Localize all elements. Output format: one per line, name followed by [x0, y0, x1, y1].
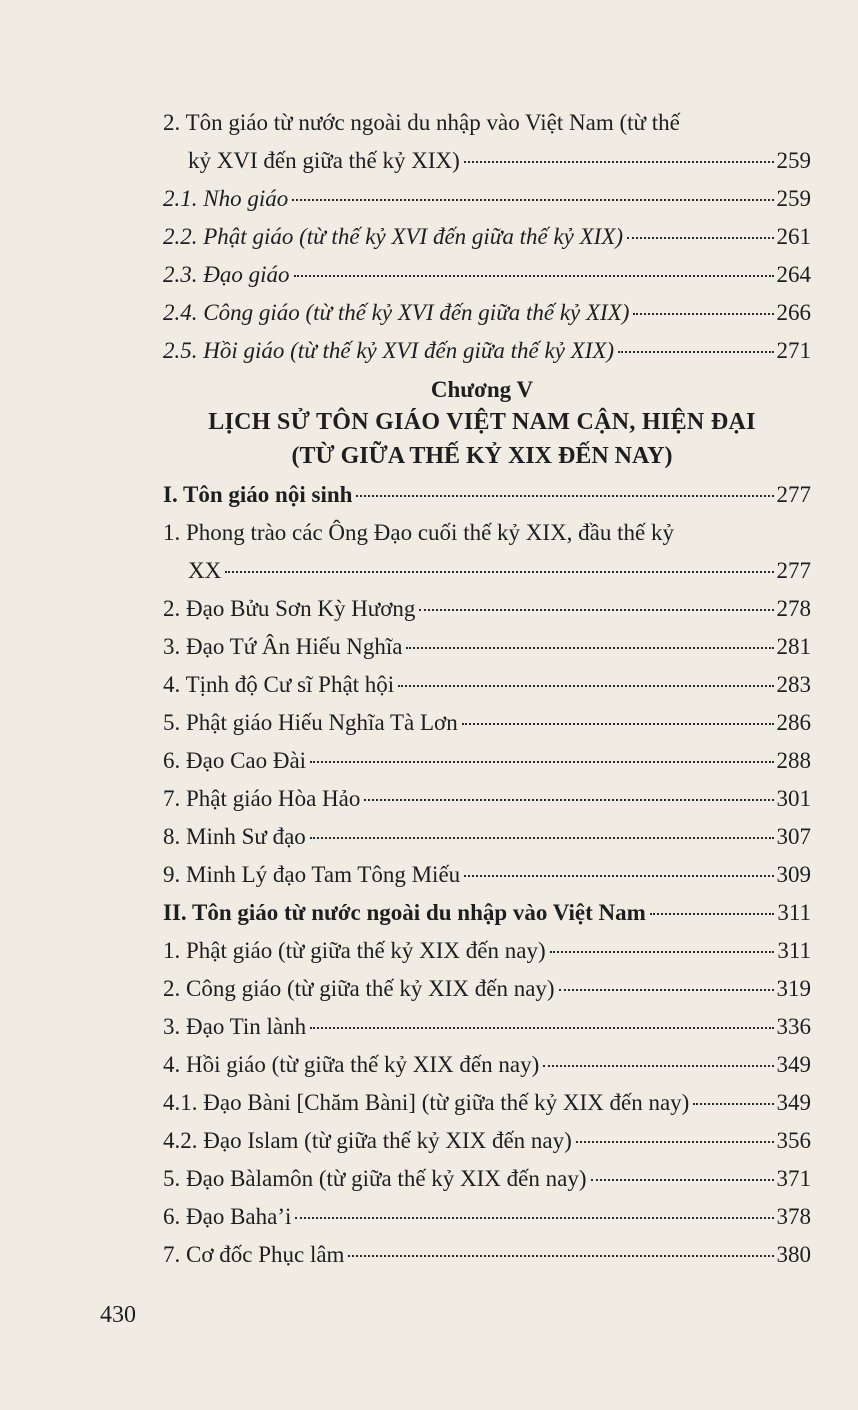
- dot-leader: [295, 1217, 773, 1219]
- toc-page-number: 278: [776, 596, 811, 621]
- toc-entry-text: Nho giáo: [203, 186, 289, 211]
- toc-page-number: 281: [776, 634, 811, 659]
- toc-page-number: 380: [776, 1242, 811, 1267]
- toc-entry-text: II. Tôn giáo từ nước ngoài du nhập vào Việt Nam: [163, 900, 646, 925]
- dot-leader: [310, 1027, 773, 1029]
- toc-entry-text: 4. Tịnh độ Cư sĩ Phật hội: [163, 672, 395, 697]
- toc-entry-text: I. Tôn giáo nội sinh: [163, 482, 353, 507]
- toc-entry-2: [163, 104, 811, 180]
- toc-page-number: 356: [776, 1128, 811, 1153]
- chapter-heading: [153, 375, 811, 473]
- toc-entry-2-item-5: [163, 1160, 811, 1198]
- toc-entry-text: 1. Phật giáo (từ giữa thế kỷ XIX đến nay): [163, 938, 546, 963]
- toc-entry-1-7: [163, 780, 811, 818]
- toc-page-number: 286: [776, 710, 811, 735]
- toc-entry-2-2: [163, 218, 811, 256]
- dot-leader: [693, 1103, 773, 1105]
- toc-entry-2-5: [163, 332, 811, 370]
- toc-page-number: 371: [776, 1166, 811, 1191]
- dot-leader: [356, 495, 773, 497]
- dot-leader: [294, 275, 774, 277]
- toc-page-number: 261: [776, 224, 811, 249]
- toc-page-number: 336: [776, 1014, 811, 1039]
- toc-entry-text: 4.1. Đạo Bàni [Chăm Bàni] (từ giữa thế kỷ XIX đến nay): [163, 1090, 690, 1115]
- chapter-number: Chương V: [430, 377, 534, 402]
- toc-page-number: 288: [776, 748, 811, 773]
- toc-page-number: 259: [776, 186, 811, 211]
- toc-part-1-heading: [163, 476, 811, 514]
- toc-part-2-heading: [163, 894, 811, 932]
- toc-entry-text-cont: kỷ XVI đến giữa thế kỷ XIX): [188, 148, 460, 173]
- toc-page-number: 266: [776, 300, 811, 325]
- toc-page-number: 277: [776, 482, 811, 507]
- toc-page-number: 349: [776, 1052, 811, 1077]
- toc-page-number: 301: [776, 786, 811, 811]
- toc-entry-2-item-4-1: [163, 1084, 811, 1122]
- toc-page-number: 319: [776, 976, 811, 1001]
- toc-entry-text: Công giáo (từ thế kỷ XVI đến giữa thế kỷ XIX): [203, 300, 630, 325]
- toc-entry-text: 3. Đạo Tin lành: [163, 1014, 307, 1039]
- toc-entry-2-item-4-2: [163, 1122, 811, 1160]
- dot-leader: [650, 913, 775, 915]
- toc-entry-text: 9. Minh Lý đạo Tam Tông Miếu: [163, 862, 461, 887]
- toc-page-number: 309: [776, 862, 811, 887]
- toc-page-number: 283: [776, 672, 811, 697]
- toc-entry-2-item-1: [163, 932, 811, 970]
- dot-leader: [348, 1255, 773, 1257]
- toc-entry-text: 7. Phật giáo Hòa Hảo: [163, 786, 361, 811]
- toc-entry-text: 4.2. Đạo Islam (từ giữa thế kỷ XIX đến nay): [163, 1128, 572, 1153]
- toc-page-number: 277: [776, 558, 811, 583]
- dot-leader: [310, 761, 773, 763]
- toc-entry-2-item-3: [163, 1008, 811, 1046]
- dot-leader: [364, 799, 773, 801]
- page-number-footer: 430: [100, 1302, 136, 1328]
- toc-entry-text: Đạo giáo: [203, 262, 290, 287]
- toc-entry-2-4: [163, 294, 811, 332]
- toc-entry-number: 2.2.: [163, 224, 198, 249]
- toc-entry-text: 4. Hồi giáo (từ giữa thế kỷ XIX đến nay): [163, 1052, 540, 1077]
- dot-leader: [419, 609, 773, 611]
- table-of-contents: [163, 104, 811, 1274]
- chapter-title: LỊCH SỬ TÔN GIÁO VIỆT NAM CẬN, HIỆN ĐẠI: [208, 409, 756, 435]
- toc-entry-text: 7. Cơ đốc Phục lâm: [163, 1242, 345, 1267]
- dot-leader: [550, 951, 775, 953]
- dot-leader: [310, 837, 774, 839]
- toc-entry-number: 2.3.: [163, 262, 198, 287]
- dot-leader: [618, 351, 773, 353]
- dot-leader: [627, 237, 773, 239]
- dot-leader: [464, 875, 773, 877]
- toc-entry-2-item-4: [163, 1046, 811, 1084]
- toc-entry-2-item-6: [163, 1198, 811, 1236]
- toc-entry-text: 8. Minh Sư đạo: [163, 824, 306, 849]
- toc-entry-2-item-7: [163, 1236, 811, 1274]
- toc-entry-2-3: [163, 256, 811, 294]
- toc-page-number: 307: [776, 824, 811, 849]
- toc-entry-text: 1. Phong trào các Ông Đạo cuối thế kỷ XIX, đầu thế kỷ: [163, 520, 674, 545]
- toc-entry-text: 6. Đạo Cao Đài: [163, 748, 307, 773]
- chapter-subtitle: (TỪ GIỮA THẾ KỶ XIX ĐẾN NAY): [291, 443, 673, 469]
- toc-entry-1-9: [163, 856, 811, 894]
- toc-entry-1-6: [163, 742, 811, 780]
- toc-entry-number: 2.: [163, 110, 181, 135]
- toc-page-number: 378: [776, 1204, 811, 1229]
- toc-entry-text: 5. Đạo Bàlamôn (từ giữa thế kỷ XIX đến nay): [163, 1166, 587, 1191]
- toc-entry-text: Hồi giáo (từ thế kỷ XVI đến giữa thế kỷ XIX): [203, 338, 615, 363]
- toc-page-number: 311: [777, 900, 811, 925]
- toc-entry-text: 3. Đạo Tứ Ân Hiếu Nghĩa: [163, 634, 403, 659]
- toc-entry-text: Phật giáo (từ thế kỷ XVI đến giữa thế kỷ XIX): [203, 224, 624, 249]
- toc-entry-1-4: [163, 666, 811, 704]
- toc-entry-number: 2.5.: [163, 338, 198, 363]
- dot-leader: [543, 1065, 773, 1067]
- toc-entry-2-1: [163, 180, 811, 218]
- dot-leader: [398, 685, 773, 687]
- toc-page-number: 264: [776, 262, 811, 287]
- dot-leader: [559, 989, 774, 991]
- dot-leader: [633, 313, 773, 315]
- toc-entry-text: 6. Đạo Baha’i: [163, 1204, 292, 1229]
- toc-entry-1-2: [163, 590, 811, 628]
- toc-entry-number: 2.4.: [163, 300, 198, 325]
- toc-entry-text-cont: XX: [188, 558, 222, 583]
- toc-page-number: 271: [776, 338, 811, 363]
- toc-page-number: 259: [776, 148, 811, 173]
- toc-entry-text: 2. Công giáo (từ giữa thế kỷ XIX đến nay): [163, 976, 555, 1001]
- toc-entry-text: 2. Đạo Bửu Sơn Kỳ Hương: [163, 596, 416, 621]
- toc-entry-2-item-2: [163, 970, 811, 1008]
- toc-entry-text: 5. Phật giáo Hiếu Nghĩa Tà Lơn: [163, 710, 458, 735]
- toc-entry-text: Tôn giáo từ nước ngoài du nhập vào Việt Nam (từ thế: [185, 110, 680, 135]
- toc-entry-1-3: [163, 628, 811, 666]
- toc-entry-1-5: [163, 704, 811, 742]
- toc-entry-number: 2.1.: [163, 186, 198, 211]
- toc-entry-1-1: [163, 514, 811, 590]
- dot-leader: [576, 1141, 774, 1143]
- toc-page-number: 311: [777, 938, 811, 963]
- dot-leader: [464, 161, 774, 163]
- dot-leader: [292, 199, 773, 201]
- dot-leader: [462, 723, 774, 725]
- dot-leader: [406, 647, 773, 649]
- dot-leader: [591, 1179, 774, 1181]
- toc-entry-1-8: [163, 818, 811, 856]
- dot-leader: [225, 571, 773, 573]
- toc-page-number: 349: [776, 1090, 811, 1115]
